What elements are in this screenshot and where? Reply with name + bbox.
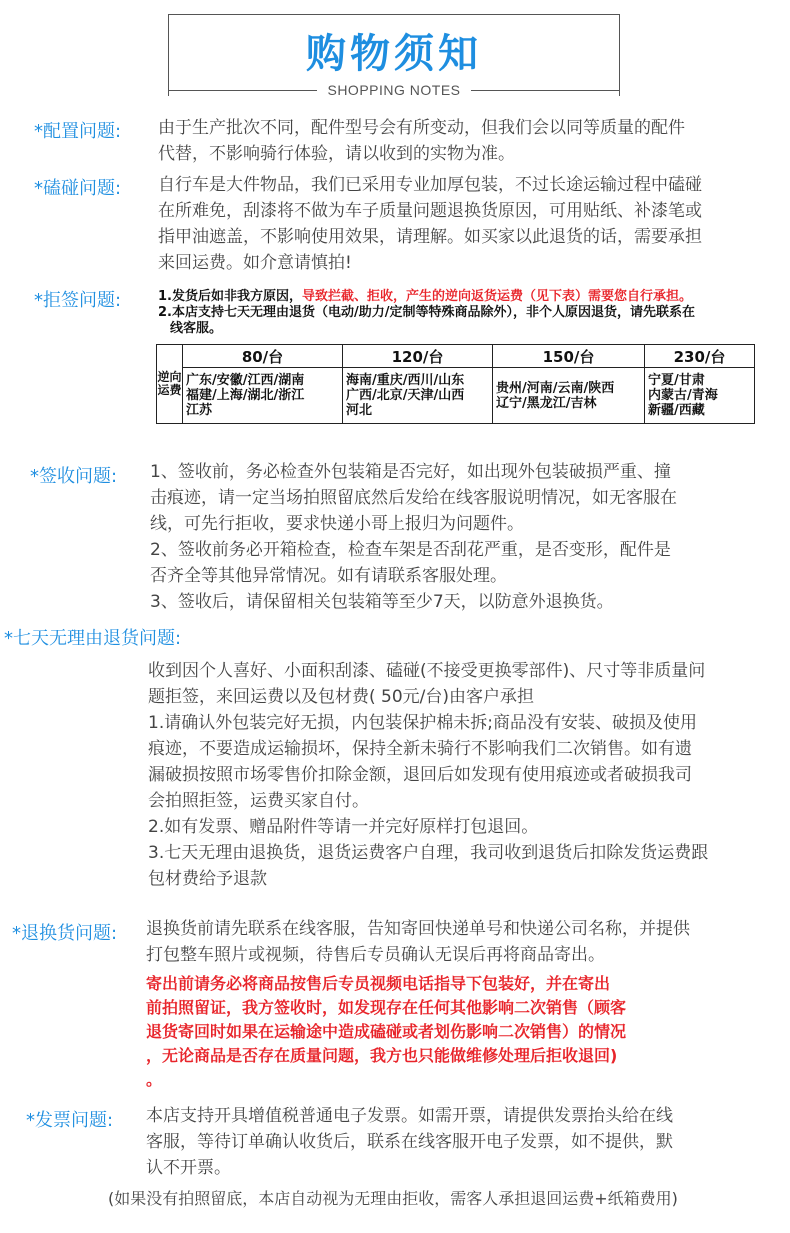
exchange-text xyxy=(146,916,766,968)
invoice-line: 客服，等待订单确认收货后，联系在线客服开电子发票，如不提供，默 xyxy=(146,1132,673,1152)
config-text xyxy=(158,115,758,167)
exchange-warning xyxy=(146,972,766,1092)
exchange-warning-line: 寄出前请务必将商品按售后专员视频电话指导下包装好，并在寄出 xyxy=(146,974,611,993)
sign-line: 2、签收前务必开箱检查，检查车架是否刮花严重，是否变形，配件是 xyxy=(150,540,671,560)
exchange-label: *退换货问题: xyxy=(12,923,118,944)
sign-line: 击痕迹，请一定当场拍照留底然后发给在线客服说明情况，如无客服在 xyxy=(150,488,677,508)
sign-line: 3、签收后，请保留相关包装箱等至少7天，以防意外退换货。 xyxy=(150,592,614,612)
fee-table-side-label: 逆向运费 xyxy=(157,345,183,424)
fee-regions xyxy=(493,368,645,424)
sign-line: 线，可先行拒收，要求快递小哥上报归为问题件。 xyxy=(150,514,524,534)
refuse-line-1-warning: 导致拦截、拒收，产生的逆向返货运费（见下表）需要您自行承担。 xyxy=(301,289,692,304)
invoice-label: *发票问题: xyxy=(26,1110,114,1131)
bump-line: 自行车是大件物品，我们已采用专业加厚包装，不过长途运输过程中磕碰 xyxy=(158,175,702,195)
header-subtitle-row xyxy=(168,82,620,98)
region-line: 新疆/西藏 xyxy=(648,403,705,418)
subtitle-divider-left xyxy=(168,90,317,91)
page-subtitle: SHOPPING NOTES xyxy=(327,82,461,98)
subtitle-divider-right xyxy=(471,90,620,91)
seven-days-line: 包材费给予退款 xyxy=(148,869,267,889)
invoice-line: 本店支持开具增值税普通电子发票。如需开票，请提供发票抬头给在线 xyxy=(146,1106,673,1126)
fee-regions xyxy=(343,368,493,424)
sign-label: *签收问题: xyxy=(30,466,118,487)
refuse-label: *拒签问题: xyxy=(34,290,122,311)
seven-days-line: 收到因个人喜好、小面积刮漆、磕碰(不接受更换零部件)、尺寸等非质量问 xyxy=(148,661,706,681)
bump-line: 在所难免，刮漆将不做为车子质量问题退换货原因，可用贴纸、补漆笔或 xyxy=(158,201,702,221)
region-line: 海南/重庆/西川/山东 xyxy=(346,373,465,388)
page-title: 购物须知 xyxy=(306,31,482,77)
fee-table-regions-row xyxy=(157,368,755,424)
fee-table-header-row xyxy=(157,345,755,368)
refuse-line-3: 线客服。 xyxy=(170,321,223,336)
invoice-line: 认不开票。 xyxy=(146,1158,231,1178)
region-line: 广东/安徽/江西/湖南 xyxy=(186,373,305,388)
refuse-line-1-prefix: 1.发货后如非我方原因， xyxy=(158,289,302,304)
seven-days-line: 2.如有发票、赠品附件等请一并完好原样打包退回。 xyxy=(148,817,539,837)
seven-days-text xyxy=(148,658,768,892)
exchange-warning-line: 退货寄回时如果在运输途中造成磕碰或者划伤影响二次销售）的情况 xyxy=(146,1022,627,1041)
bump-line: 指甲油遮盖，不影响使用效果，请理解。如买家以此退货的话，需要承担 xyxy=(158,227,702,247)
fee-regions xyxy=(645,368,755,424)
region-line: 广西/北京/天津/山西 xyxy=(346,388,465,403)
fee-regions xyxy=(183,368,343,424)
fee-price: 80/台 xyxy=(183,345,343,368)
fee-price: 120/台 xyxy=(343,345,493,368)
seven-days-line: 漏破损按照市场零售价扣除金额，退回后如发现有使用痕迹或者破损我司 xyxy=(148,765,692,785)
bump-text xyxy=(158,172,758,276)
seven-days-line: 会拍照拒签，运费买家自付。 xyxy=(148,791,369,811)
exchange-line: 打包整车照片或视频，待售后专员确认无误后再将商品寄出。 xyxy=(146,945,605,965)
fee-price: 230/台 xyxy=(645,345,755,368)
sign-line: 否齐全等其他异常情况。如有请联系客服处理。 xyxy=(150,566,507,586)
config-line: 由于生产批次不同，配件型号会有所变动，但我们会以同等质量的配件 xyxy=(158,118,685,138)
sign-text xyxy=(150,459,760,615)
exchange-warning-line: 。 xyxy=(146,1070,163,1089)
region-line: 江苏 xyxy=(186,403,213,418)
exchange-warning-line: 前拍照留证，我方签收时，如发现存在任何其他影响二次销售（顾客 xyxy=(146,998,627,1017)
region-line: 贵州/河南/云南/陕西 xyxy=(496,380,615,396)
refuse-text xyxy=(158,289,778,337)
region-line: 福建/上海/湖北/浙江 xyxy=(186,388,305,403)
refuse-line-1 xyxy=(158,289,778,305)
region-line: 内蒙古/青海 xyxy=(648,388,718,403)
footer-note: (如果没有拍照留底，本店自动视为无理由拒收，需客人承担退回运费+纸箱费用) xyxy=(108,1189,678,1208)
seven-days-label: *七天无理由退货问题: xyxy=(4,628,182,649)
seven-days-line: 痕迹，不要造成运输损坏，保持全新未骑行不影响我们二次销售。如有遗 xyxy=(148,739,692,759)
bump-label: *磕碰问题: xyxy=(34,178,122,199)
exchange-warning-line: ，无论商品是否存在质量问题，我方也只能做维修处理后拒收退回) xyxy=(146,1046,618,1065)
sign-line: 1、签收前，务必检查外包装箱是否完好，如出现外包装破损严重、撞 xyxy=(150,462,671,482)
seven-days-line: 1.请确认外包装完好无损，内包装保护棉未拆;商品没有安装、破损及使用 xyxy=(148,713,697,733)
fee-price: 150/台 xyxy=(493,345,645,368)
region-line: 宁夏/甘肃 xyxy=(648,373,705,388)
seven-days-line: 题拒签，来回运费以及包材费( 50元/台)由客户承担 xyxy=(148,687,535,707)
return-fee-table xyxy=(156,344,755,424)
refuse-line-2: 2.本店支持七天无理由退货（电动/助力/定制等特殊商品除外），非个人原因退货，请先联系在 xyxy=(158,305,695,320)
region-line: 河北 xyxy=(346,403,373,418)
invoice-text xyxy=(146,1103,766,1181)
config-line: 代替，不影响骑行体验，请以收到的实物为准。 xyxy=(158,144,515,164)
seven-days-line: 3.七天无理由退换货，退货运费客户自理，我司收到退货后扣除发货运费跟 xyxy=(148,843,709,863)
bump-line: 来回运费。如介意请慎拍! xyxy=(158,253,352,273)
config-label: *配置问题: xyxy=(34,121,122,142)
exchange-line: 退换货前请先联系在线客服，告知寄回快递单号和快递公司名称，并提供 xyxy=(146,919,690,939)
region-line: 辽宁/黑龙江/吉林 xyxy=(496,395,597,411)
